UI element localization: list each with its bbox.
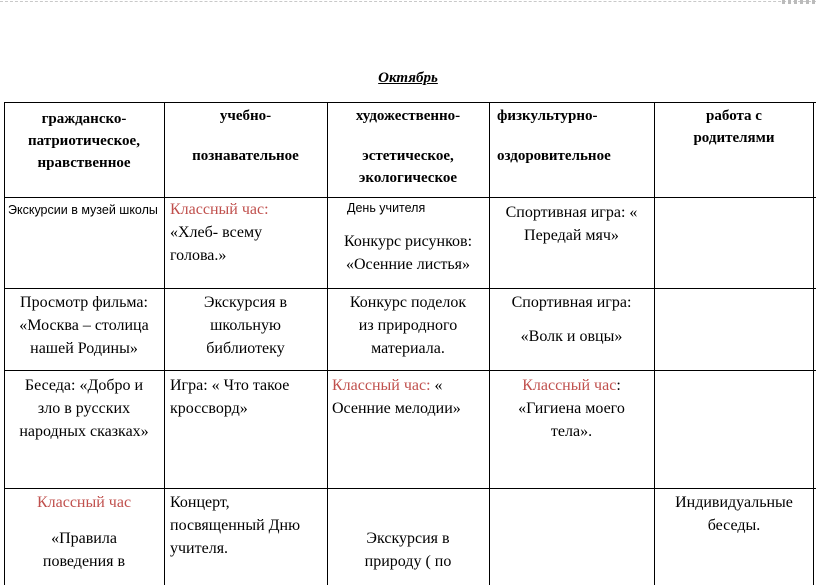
table-border-top (4, 102, 816, 103)
row1-artistic-line: Конкурс рисунков: (343, 233, 473, 250)
row1-sports (491, 201, 652, 247)
col-divider (327, 102, 328, 585)
row4-artistic-line: природу ( по (364, 553, 452, 570)
row2-educational-line: школьную (210, 317, 281, 334)
header-sports (491, 105, 652, 167)
row1-artistic (329, 200, 487, 276)
page-corner-mark (782, 0, 816, 4)
header-artistic-line: экологическое (358, 170, 458, 186)
header-civic-line: нравственное (37, 155, 131, 171)
row2-educational-line: библиотеку (206, 340, 285, 357)
row4-civic-line: «Правила (51, 530, 117, 547)
row1-artistic-line: «Осенние листья» (345, 256, 471, 273)
row1-sports-line: Передай мяч» (524, 227, 619, 244)
row4-artistic-line: Экскурсия в (366, 530, 450, 547)
page-top-edge (0, 1, 816, 2)
header-educational-line: учебно- (219, 108, 272, 124)
row2-artistic-line: из природного (358, 317, 458, 334)
row4-parents (656, 491, 812, 537)
row4-educational (170, 491, 326, 560)
row-divider (4, 488, 816, 489)
header-artistic-line: художественно- (355, 108, 461, 124)
col-divider (489, 102, 490, 585)
row3-educational-line: кроссворд» (170, 400, 248, 417)
header-parents (656, 105, 812, 149)
row3-educational (170, 374, 326, 420)
header-artistic-line: эстетическое, (362, 148, 454, 164)
row2-educational-line: Экскурсия в (203, 294, 288, 311)
row2-sports-line: «Волк и овцы» (520, 328, 623, 345)
class-hour-label: Классный час (36, 494, 132, 511)
row1-educational-line: голова.» (170, 247, 227, 264)
header-sports-line: оздоровительное (497, 148, 611, 164)
row2-sports (491, 291, 652, 348)
header-civic-line: патриотическое, (28, 133, 140, 149)
row2-artistic (329, 291, 487, 360)
row2-civic-line: нашей Родины» (30, 340, 138, 357)
header-civic (6, 108, 162, 174)
row-divider (4, 288, 816, 289)
row1-artistic-small: День учителя (347, 201, 426, 215)
header-educational-line: познавательное (192, 148, 299, 164)
row3-civic-line: зло в русских (37, 400, 131, 417)
header-civic-line: гражданско- (41, 111, 127, 127)
row2-sports-line: Спортивная игра: (511, 294, 632, 311)
row3-sports (491, 374, 652, 443)
row3-sports-tail: : (616, 377, 621, 394)
row2-artistic-line: материала. (371, 340, 445, 357)
row4-parents-line: Индивидуальные (675, 494, 793, 511)
row3-civic (6, 374, 162, 443)
row2-civic (6, 291, 162, 360)
row3-artistic (332, 374, 488, 420)
row3-educational-line: Игра: « Что такое (170, 377, 290, 394)
header-sports-line: физкультурно- (497, 108, 598, 124)
row3-sports-line: «Гигиена моего (518, 400, 625, 417)
row3-sports-line: тела». (550, 423, 593, 440)
row3-civic-line: Беседа: «Добро и (24, 377, 144, 394)
page-title: Октябрь (378, 70, 438, 86)
row1-educational-line: «Хлеб- всему (170, 224, 263, 241)
row1-educational (170, 198, 326, 267)
row2-civic-line: Просмотр фильма: (20, 294, 148, 311)
col-divider (813, 102, 814, 585)
row-divider (4, 197, 816, 198)
row3-civic-line: народных сказках» (19, 423, 149, 440)
row4-educational-line: Концерт, (170, 494, 230, 511)
row3-artistic-tail: « (430, 377, 443, 394)
row4-educational-line: учителя. (170, 540, 229, 557)
row4-artistic (329, 527, 487, 573)
header-parents-line: работа с (706, 108, 762, 124)
col-divider (164, 102, 165, 585)
class-hour-label: Классный час: (170, 201, 269, 218)
col-divider (654, 102, 655, 585)
row4-civic-line: поведения в (42, 553, 126, 570)
row1-civic: Экскурсии в музей школы (8, 203, 158, 217)
col-divider (4, 102, 5, 585)
header-artistic (329, 105, 487, 189)
row-divider (4, 370, 816, 371)
row3-artistic-line: Осенние мелодии» (332, 400, 461, 417)
row4-educational-line: посвященный Дню (170, 517, 301, 534)
class-hour-label: Классный час (522, 377, 617, 394)
class-hour-label: Классный час: (332, 377, 431, 394)
row1-sports-line: Спортивная игра: « (505, 204, 638, 221)
header-parents-line: родителями (693, 130, 775, 146)
header-educational (166, 105, 325, 167)
row4-parents-line: беседы. (707, 517, 761, 534)
row2-artistic-line: Конкурс поделок (349, 294, 467, 311)
row4-civic (6, 491, 162, 573)
row2-educational (166, 291, 325, 360)
row2-civic-line: «Москва – столица (19, 317, 149, 334)
